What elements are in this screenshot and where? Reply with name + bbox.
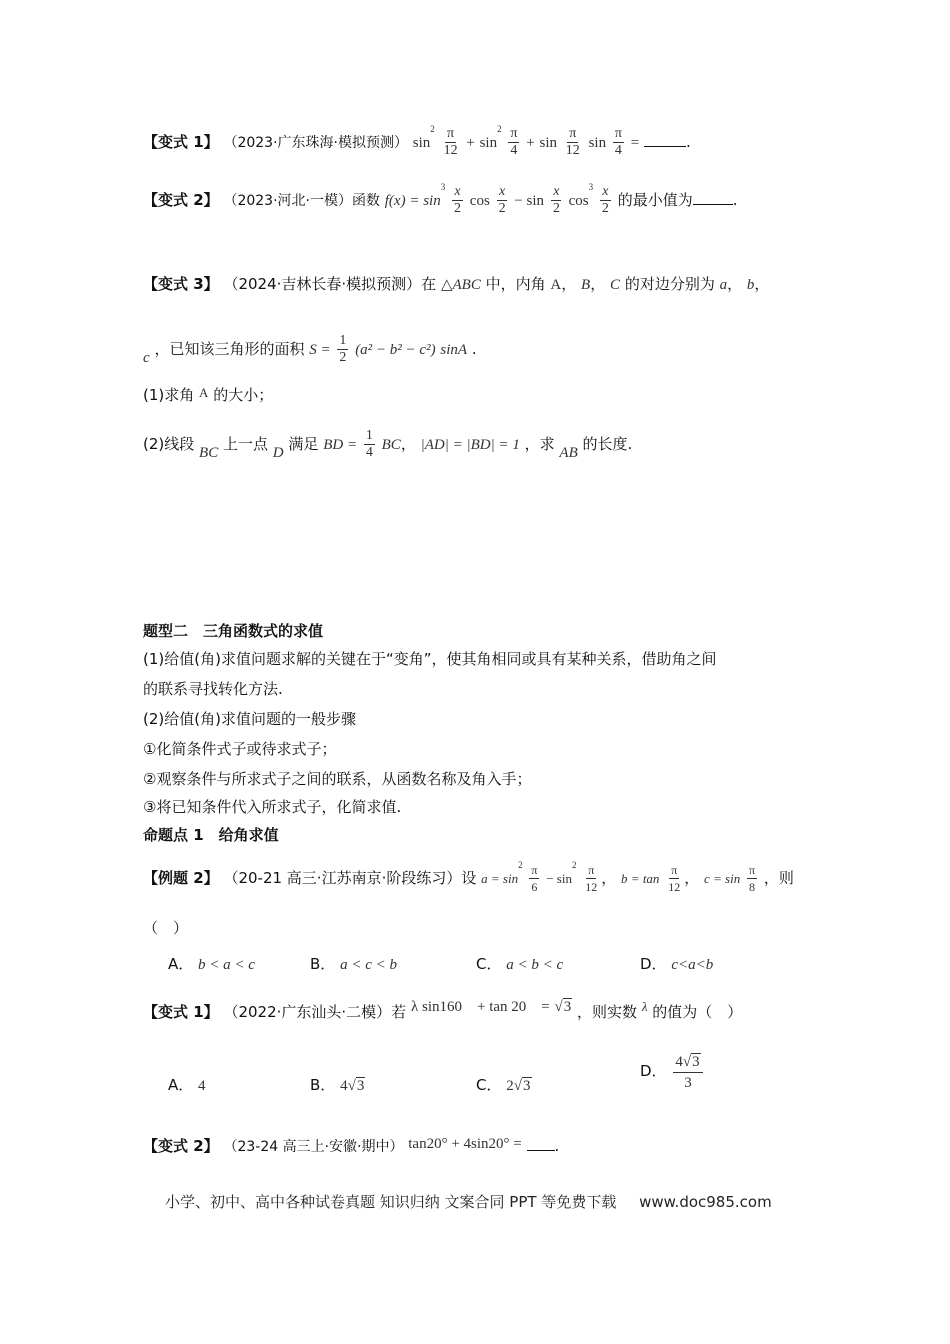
option-b[interactable]: B． 4√3	[310, 1076, 365, 1094]
answer-blank	[644, 146, 686, 147]
variant-tag: 【变式 2】	[143, 191, 219, 209]
sqrt: √3	[554, 999, 572, 1015]
variant-2b-line: 【变式 2】 （23-24 高三上·安徽·期中） tan20° + 4sin20° = .	[143, 1136, 560, 1155]
fraction: $\frac{\pi}{12}$	[565, 126, 580, 158]
fraction: $\frac{x}{2}$	[454, 184, 461, 216]
variant-1b-line: 【变式 1】 （2022·广东汕头·二模）若 λ sin160 + tan 20 = √3 ，则实数 λ 的值为（ ）	[143, 999, 743, 1021]
fraction: $\frac{1}{4}$	[365, 428, 373, 460]
option-a[interactable]: A． 4	[168, 1076, 206, 1094]
fraction: $\frac{\pi}{4}$	[614, 126, 622, 158]
section-text-3: (2)给值(角)求值问题的一般步骤	[143, 710, 356, 728]
fraction: $\frac{\pi}{12}$	[585, 863, 598, 894]
variant-3-line-1: 【变式 3】 （2024·吉林长春·模拟预测）在 △ABC 中，内角 A， B， C 的对边分别为 a， b，	[143, 275, 770, 293]
source: （2023·广东珠海·模拟预测）	[223, 135, 408, 151]
fraction: $\frac{\pi}{8}$	[749, 863, 756, 894]
fraction: $\frac{\pi}{12}$	[668, 863, 681, 894]
footer-site[interactable]: www.doc985.com	[639, 1193, 772, 1211]
answer-blank	[693, 204, 733, 205]
section-text-5: ②观察条件与所求式子之间的联系，从函数名称及角入手；	[143, 770, 532, 788]
source: （23-24 高三上·安徽·期中）	[223, 1139, 404, 1155]
fraction: $\frac{\pi}{6}$	[531, 863, 538, 894]
fraction: $\frac{1}{2}$	[339, 333, 347, 365]
source: （2022·广东汕头·二模）若	[223, 1003, 407, 1021]
fraction: $\frac{x}{2}$	[601, 184, 609, 216]
option-a[interactable]: A． b < a < c	[168, 955, 255, 973]
subsection-title: 命题点 1 给角求值	[143, 826, 279, 844]
variant-tag: 【变式 1】	[143, 1003, 219, 1021]
footer-text: 小学、初中、高中各种试卷真题 知识归纳 文案合同 PPT 等免费下载	[165, 1193, 617, 1211]
variant-tag: 【变式 2】	[143, 1137, 219, 1155]
fraction: $\frac{x}{2}$	[552, 184, 560, 216]
option-b[interactable]: B． a < c < b	[310, 955, 397, 973]
variant-tag: 【变式 1】	[143, 133, 219, 151]
answer-paren: （ ）	[143, 919, 189, 937]
section-text-1: (1)给值(角)求值问题求解的关键在于“变角”，使其角相同或具有某种关系，借助角之间	[143, 650, 717, 668]
option-d[interactable]: D． c<a<b	[640, 955, 714, 973]
source: （20-21 高三·江苏南京·阶段练习）设	[223, 869, 477, 887]
fraction: $\frac{4√3}{3}$	[673, 1052, 702, 1093]
footer	[165, 1191, 772, 1212]
variant-2-line: 【变式 2】 （2023·河北·一模）函数 $f(x) = \sin^3$ $\frac{x}{2}$ cos $\frac{x}{2}$ − sin $\frac{x}{2}$ $\cos^3$ $\frac{x}{2}$ 的最小值为 .	[143, 182, 738, 216]
section-title: 题型二 三角函数式的求值	[143, 622, 324, 640]
option-c[interactable]: C． 2√3	[476, 1076, 531, 1094]
answer-blank	[527, 1150, 555, 1151]
section-text-2: 的联系寻找转化方法.	[143, 680, 283, 698]
question-1: (1)求角 A 的大小；	[143, 385, 274, 404]
variant-tag: 【变式 3】	[143, 275, 219, 293]
section-text-6: ③将已知条件代入所求式子，化简求值.	[143, 798, 402, 816]
variant-3-line-2: c ，已知该三角形的面积 S = $\frac{1}{2}$ (a² − b² − c²) sinA .	[143, 333, 477, 366]
source: （2023·河北·一模）函数	[223, 193, 380, 209]
example-2-line: 【例题 2】 （20-21 高三·江苏南京·阶段练习）设 $a = \sin^2$ $\frac{\pi}{6}$ − $\sin^2$ $\frac{\pi}{12}$ ， b = tan $\frac{\pi}{12}$ ， c = sin $\frac{\pi}{8}$ ，则	[143, 860, 794, 894]
example-tag: 【例题 2】	[143, 869, 219, 887]
fraction: $\frac{\pi}{12}$	[443, 126, 458, 158]
source: （2024·吉林长春·模拟预测）在	[223, 275, 437, 293]
option-d[interactable]: D． $\frac{4√3}{3}$	[640, 1052, 705, 1093]
option-c[interactable]: C． a < b < c	[476, 955, 564, 973]
question-2: (2)线段 BC 上一点 D 满足 BD = $\frac{1}{4}$ BC， |AD| = |BD| = 1 ，求 AB 的长度.	[143, 428, 633, 461]
fraction: $\frac{\pi}{4}$	[510, 126, 518, 158]
fraction: $\frac{x}{2}$	[498, 184, 506, 216]
variant-1-line: 【变式 1】 （2023·广东珠海·模拟预测） $\sin^2$ $\frac{\pi}{12}$ + $\sin^2$ $\frac{\pi}{4}$ + sin $\frac{\pi}{12}$ sin $\frac{\pi}{4}$ = .	[143, 124, 691, 158]
section-text-4: ①化简条件式子或待求式子；	[143, 740, 337, 758]
